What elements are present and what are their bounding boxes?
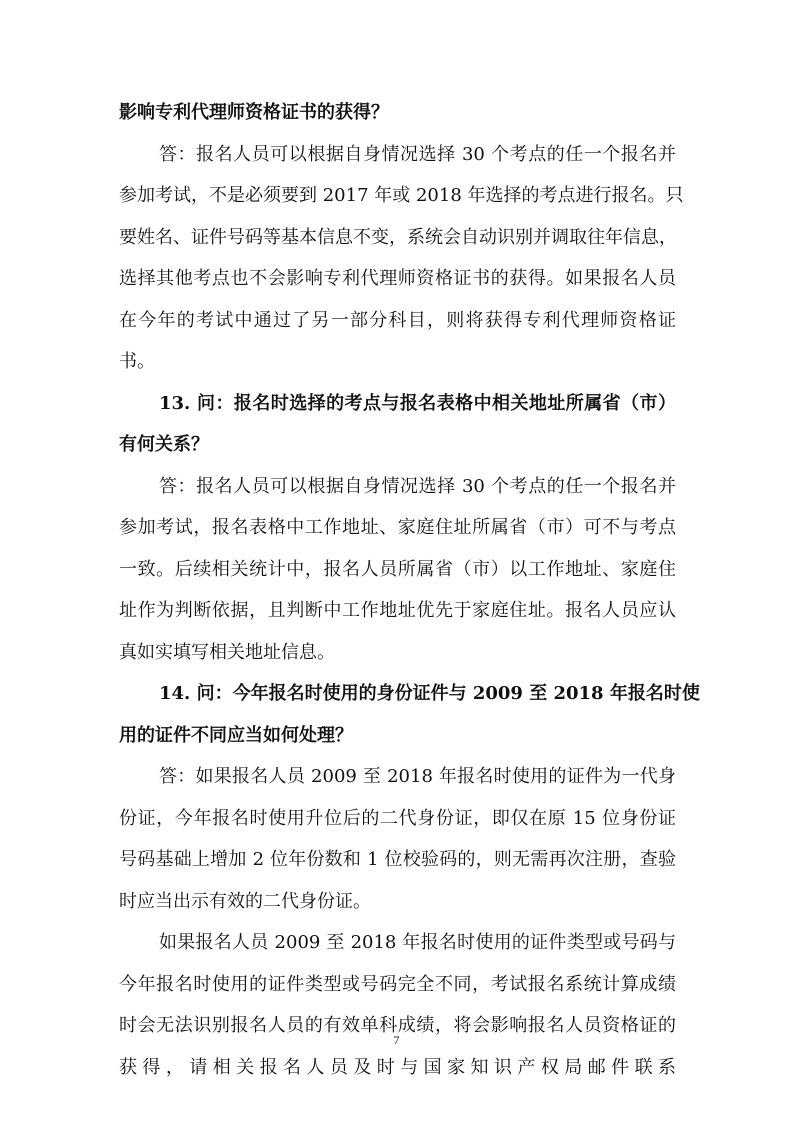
answer-14-paragraph-2-line-4: 获得，请相关报名人员及时与国家知识产权局邮件联系 <box>119 1056 676 1078</box>
answer-13-line-3: 一致。后续相关统计中，报名人员所属省（市）以工作地址、家庭住 <box>119 558 676 580</box>
answer-12-line-5: 在今年的考试中通过了另一部分科目，则将获得专利代理师资格证 <box>119 309 676 331</box>
answer-13-line-5: 真如实填写相关地址信息。 <box>119 641 335 663</box>
document-body <box>119 92 700 1088</box>
answer-12-line-4: 选择其他考点也不会影响专利代理师资格证书的获得。如果报名人员 <box>119 268 676 289</box>
answer-14-line-2: 份证，今年报名时使用升位后的二代身份证，即仅在原 15 位身份证 <box>119 807 676 829</box>
answer-14-paragraph-2-line-3: 时会无法识别报名人员的有效单科成绩，将会影响报名人员资格证的 <box>119 1015 676 1036</box>
page-number: 7 <box>393 1033 400 1047</box>
answer-14-line-4: 时应当出示有效的二代身份证。 <box>119 890 371 912</box>
answer-12-line-6: 书。 <box>119 351 155 372</box>
question-13-heading-line-2: 有何关系？ <box>119 434 209 455</box>
heading-continuation: 影响专利代理师资格证书的获得？ <box>119 102 389 123</box>
answer-13-line-4: 址作为判断依据，且判断中工作地址优先于家庭住址。报名人员应认 <box>119 600 676 621</box>
answer-12-line-1: 答：报名人员可以根据自身情况选择 30 个考点的任一个报名并 <box>159 143 676 165</box>
answer-14-line-3: 号码基础上增加 2 位年份数和 1 位校验码的，则无需再次注册，查验 <box>119 849 676 870</box>
answer-14-paragraph-2-line-1: 如果报名人员 2009 至 2018 年报名时使用的证件类型或号码与 <box>159 932 676 953</box>
answer-14-paragraph-2-line-2: 今年报名时使用的证件类型或号码完全不同，考试报名系统计算成绩 <box>119 973 676 995</box>
answer-12-line-2: 参加考试，不是必须要到 2017 年或 2018 年选择的考点进行报名。只 <box>119 185 684 206</box>
answer-14-line-1: 答：如果报名人员 2009 至 2018 年报名时使用的证件为一代身 <box>159 766 676 787</box>
answer-13-line-2: 参加考试，报名表格中工作地址、家庭住址所属省（市）可不与考点 <box>119 517 676 538</box>
answer-12-line-3: 要姓名、证件号码等基本信息不变，系统会自动识别并调取往年信息， <box>119 226 677 248</box>
question-14-heading-line-1: 14. 问：今年报名时使用的身份证件与 2009 至 2018 年报名时使 <box>159 683 700 704</box>
question-14-heading-line-2: 用的证件不同应当如何处理？ <box>119 724 353 746</box>
answer-13-line-1: 答：报名人员可以根据自身情况选择 30 个考点的任一个报名并 <box>159 475 676 497</box>
question-13-heading-line-1: 13. 问：报名时选择的考点与报名表格中相关地址所属省（市） <box>159 392 676 414</box>
